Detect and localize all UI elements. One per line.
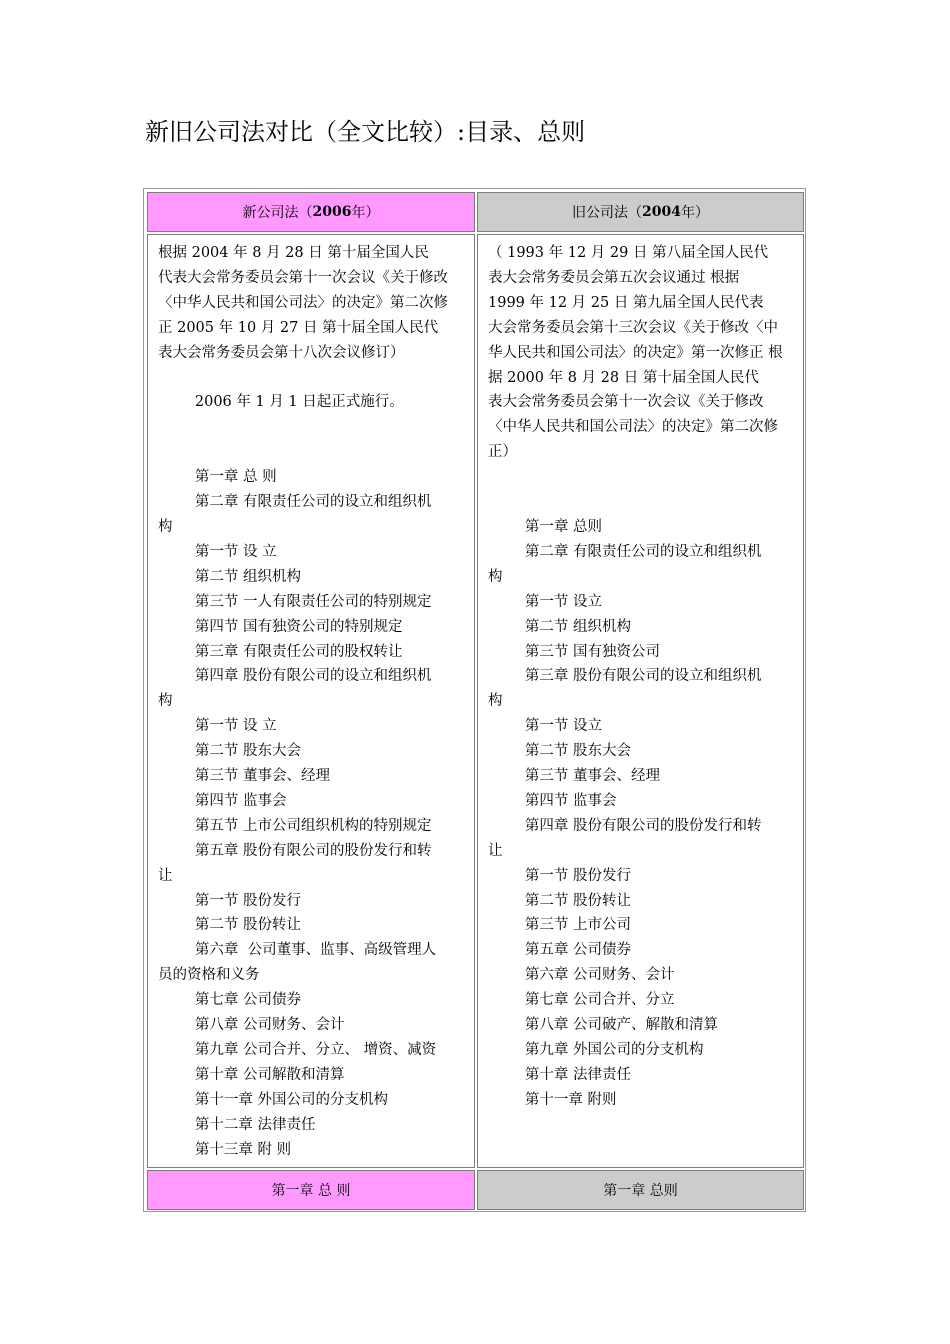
old-law-line: 〈中华人民共和国公司法〉的决定》第二次修 xyxy=(488,419,778,436)
new-law-line xyxy=(158,366,466,391)
old-law-line: 第六章 公司财务、会计 xyxy=(488,967,675,984)
old-law-line: （ 1993 年 12 月 29 日 第八届全国人民代 xyxy=(488,245,769,261)
new-law-line: 第三节 一人有限责任公司的特别规定 xyxy=(158,593,432,610)
old-law-line: 第二节 股份转让 xyxy=(488,892,631,909)
old-law-line: 第八章 公司破产、解散和清算 xyxy=(488,1017,718,1034)
new-law-line: 第八章 公司财务、会计 xyxy=(158,1017,345,1034)
new-header-year: 2006 xyxy=(312,204,352,220)
new-law-line: 第二节 股份转让 xyxy=(158,917,301,934)
new-law-line: 员的资格和义务 xyxy=(158,967,260,984)
new-law-line: 第三节 董事会、经理 xyxy=(158,768,330,785)
old-law-line: 第三章 股份有限公司的设立和组织机 xyxy=(488,668,762,685)
new-law-line: 正 2005 年 10 月 27 日 第十届全国人民代 xyxy=(158,319,439,336)
new-chapter-one-header: 第一章 总 则 xyxy=(147,1170,475,1210)
old-law-line: 第九章 外国公司的分支机构 xyxy=(488,1042,704,1058)
old-law-line: 第二章 有限责任公司的设立和组织机 xyxy=(488,543,762,560)
new-law-line: 第十三章 附 则 xyxy=(158,1141,292,1158)
new-law-contents xyxy=(147,234,475,1168)
old-law-line: 正） xyxy=(488,444,517,461)
new-law-line: 第四章 股份有限公司的设立和组织机 xyxy=(158,668,432,685)
old-law-line xyxy=(488,490,795,515)
old-law-line: 华人民共和国公司法〉的决定》第一次修正 根 xyxy=(488,344,783,361)
old-law-line: 第四章 股份有限公司的股份发行和转 xyxy=(488,817,762,834)
old-law-line: 构 xyxy=(488,568,503,585)
old-law-line xyxy=(488,465,795,490)
new-law-line: 第九章 公司合并、分立、 增资、减资 xyxy=(158,1042,437,1058)
old-law-line: 构 xyxy=(488,693,503,710)
new-law-line: 第一章 总 则 xyxy=(158,469,277,486)
new-law-line: 第四节 监事会 xyxy=(158,792,287,809)
old-law-line: 第四节 监事会 xyxy=(488,792,617,809)
old-law-line: 第七章 公司合并、分立 xyxy=(488,992,675,1009)
new-law-line: 根据 2004 年 8 月 28 日 第十届全国人民 xyxy=(158,245,429,261)
old-law-line: 让 xyxy=(488,842,503,859)
old-law-line: 第一节 设立 xyxy=(488,718,602,735)
new-law-line: 第五节 上市公司组织机构的特别规定 xyxy=(158,817,432,834)
new-law-line: 构 xyxy=(158,693,173,710)
new-law-line: 让 xyxy=(158,867,173,884)
new-law-line: 第一节 设 立 xyxy=(158,543,277,560)
old-law-line: 第三节 董事会、经理 xyxy=(488,768,660,785)
old-law-line: 第二节 股东大会 xyxy=(488,743,631,760)
new-law-line xyxy=(158,415,466,440)
old-header-year: 2004 xyxy=(642,204,681,220)
new-law-line: 第二节 股东大会 xyxy=(158,743,301,760)
page-title: 新旧公司法对比（全文比较）:目录、总则 xyxy=(145,118,586,146)
new-law-line: 第六章 公司董事、监事、高级管理人 xyxy=(158,942,437,959)
new-law-line: 代表大会常务委员会第十一次会议《关于修改 xyxy=(158,269,448,286)
old-law-line: 第一章 总则 xyxy=(488,518,602,535)
new-law-line: 第五章 股份有限公司的股份发行和转 xyxy=(158,842,432,859)
old-law-line: 第三节 上市公司 xyxy=(488,917,631,934)
new-law-line: 第十章 公司解散和清算 xyxy=(158,1066,345,1083)
old-law-line: 第五章 公司债券 xyxy=(488,942,631,959)
new-law-line: 第二章 有限责任公司的设立和组织机 xyxy=(158,494,432,511)
old-law-line: 表大会常务委员会第十一次会议《关于修改 xyxy=(488,394,764,411)
new-law-line: 第十二章 法律责任 xyxy=(158,1116,316,1133)
old-law-line: 第三节 国有独资公司 xyxy=(488,643,660,660)
old-law-line: 据 2000 年 8 月 28 日 第十届全国人民代 xyxy=(488,369,759,386)
comparison-table xyxy=(143,188,806,1212)
new-header-suffix: 年） xyxy=(351,205,380,221)
old-law-line: 第一节 股份发行 xyxy=(488,867,631,884)
old-law-line: 表大会常务委员会第五次会议通过 根据 xyxy=(488,269,740,286)
old-law-line: 大会常务委员会第十三次会议《关于修改〈中 xyxy=(488,319,778,336)
new-law-line: 第四节 国有独资公司的特别规定 xyxy=(158,618,403,635)
old-header-suffix: 年） xyxy=(680,205,709,221)
new-law-line: 第七章 公司债券 xyxy=(158,992,301,1009)
new-law-line: 表大会常务委员会第十八次会议修订） xyxy=(158,344,405,361)
new-law-line: 第一节 股份发行 xyxy=(158,892,301,909)
old-law-contents xyxy=(477,234,804,1168)
new-header-prefix: 新公司法（ xyxy=(242,205,313,221)
new-law-header xyxy=(147,192,475,232)
old-law-line: 1999 年 12 月 25 日 第九届全国人民代表 xyxy=(488,294,764,311)
old-law-line: 第十章 法律责任 xyxy=(488,1066,631,1083)
old-law-line: 第一节 设立 xyxy=(488,593,602,610)
new-law-line: 2006 年 1 月 1 日起正式施行。 xyxy=(158,394,404,411)
new-law-line: 构 xyxy=(158,518,173,535)
new-law-line: 第二节 组织机构 xyxy=(158,568,301,585)
old-law-line: 第二节 组织机构 xyxy=(488,618,631,635)
new-law-line: 第三章 有限责任公司的股权转让 xyxy=(158,643,403,660)
old-law-header xyxy=(477,192,804,232)
old-chapter-one-header: 第一章 总则 xyxy=(477,1170,804,1210)
old-header-prefix: 旧公司法（ xyxy=(572,205,643,221)
new-law-line xyxy=(158,440,466,465)
new-law-line: 第十一章 外国公司的分支机构 xyxy=(158,1091,388,1108)
old-law-line: 第十一章 附则 xyxy=(488,1091,617,1108)
new-law-line: 第一节 设 立 xyxy=(158,718,277,735)
new-law-line: 〈中华人民共和国公司法〉的决定》第二次修 xyxy=(158,294,448,311)
